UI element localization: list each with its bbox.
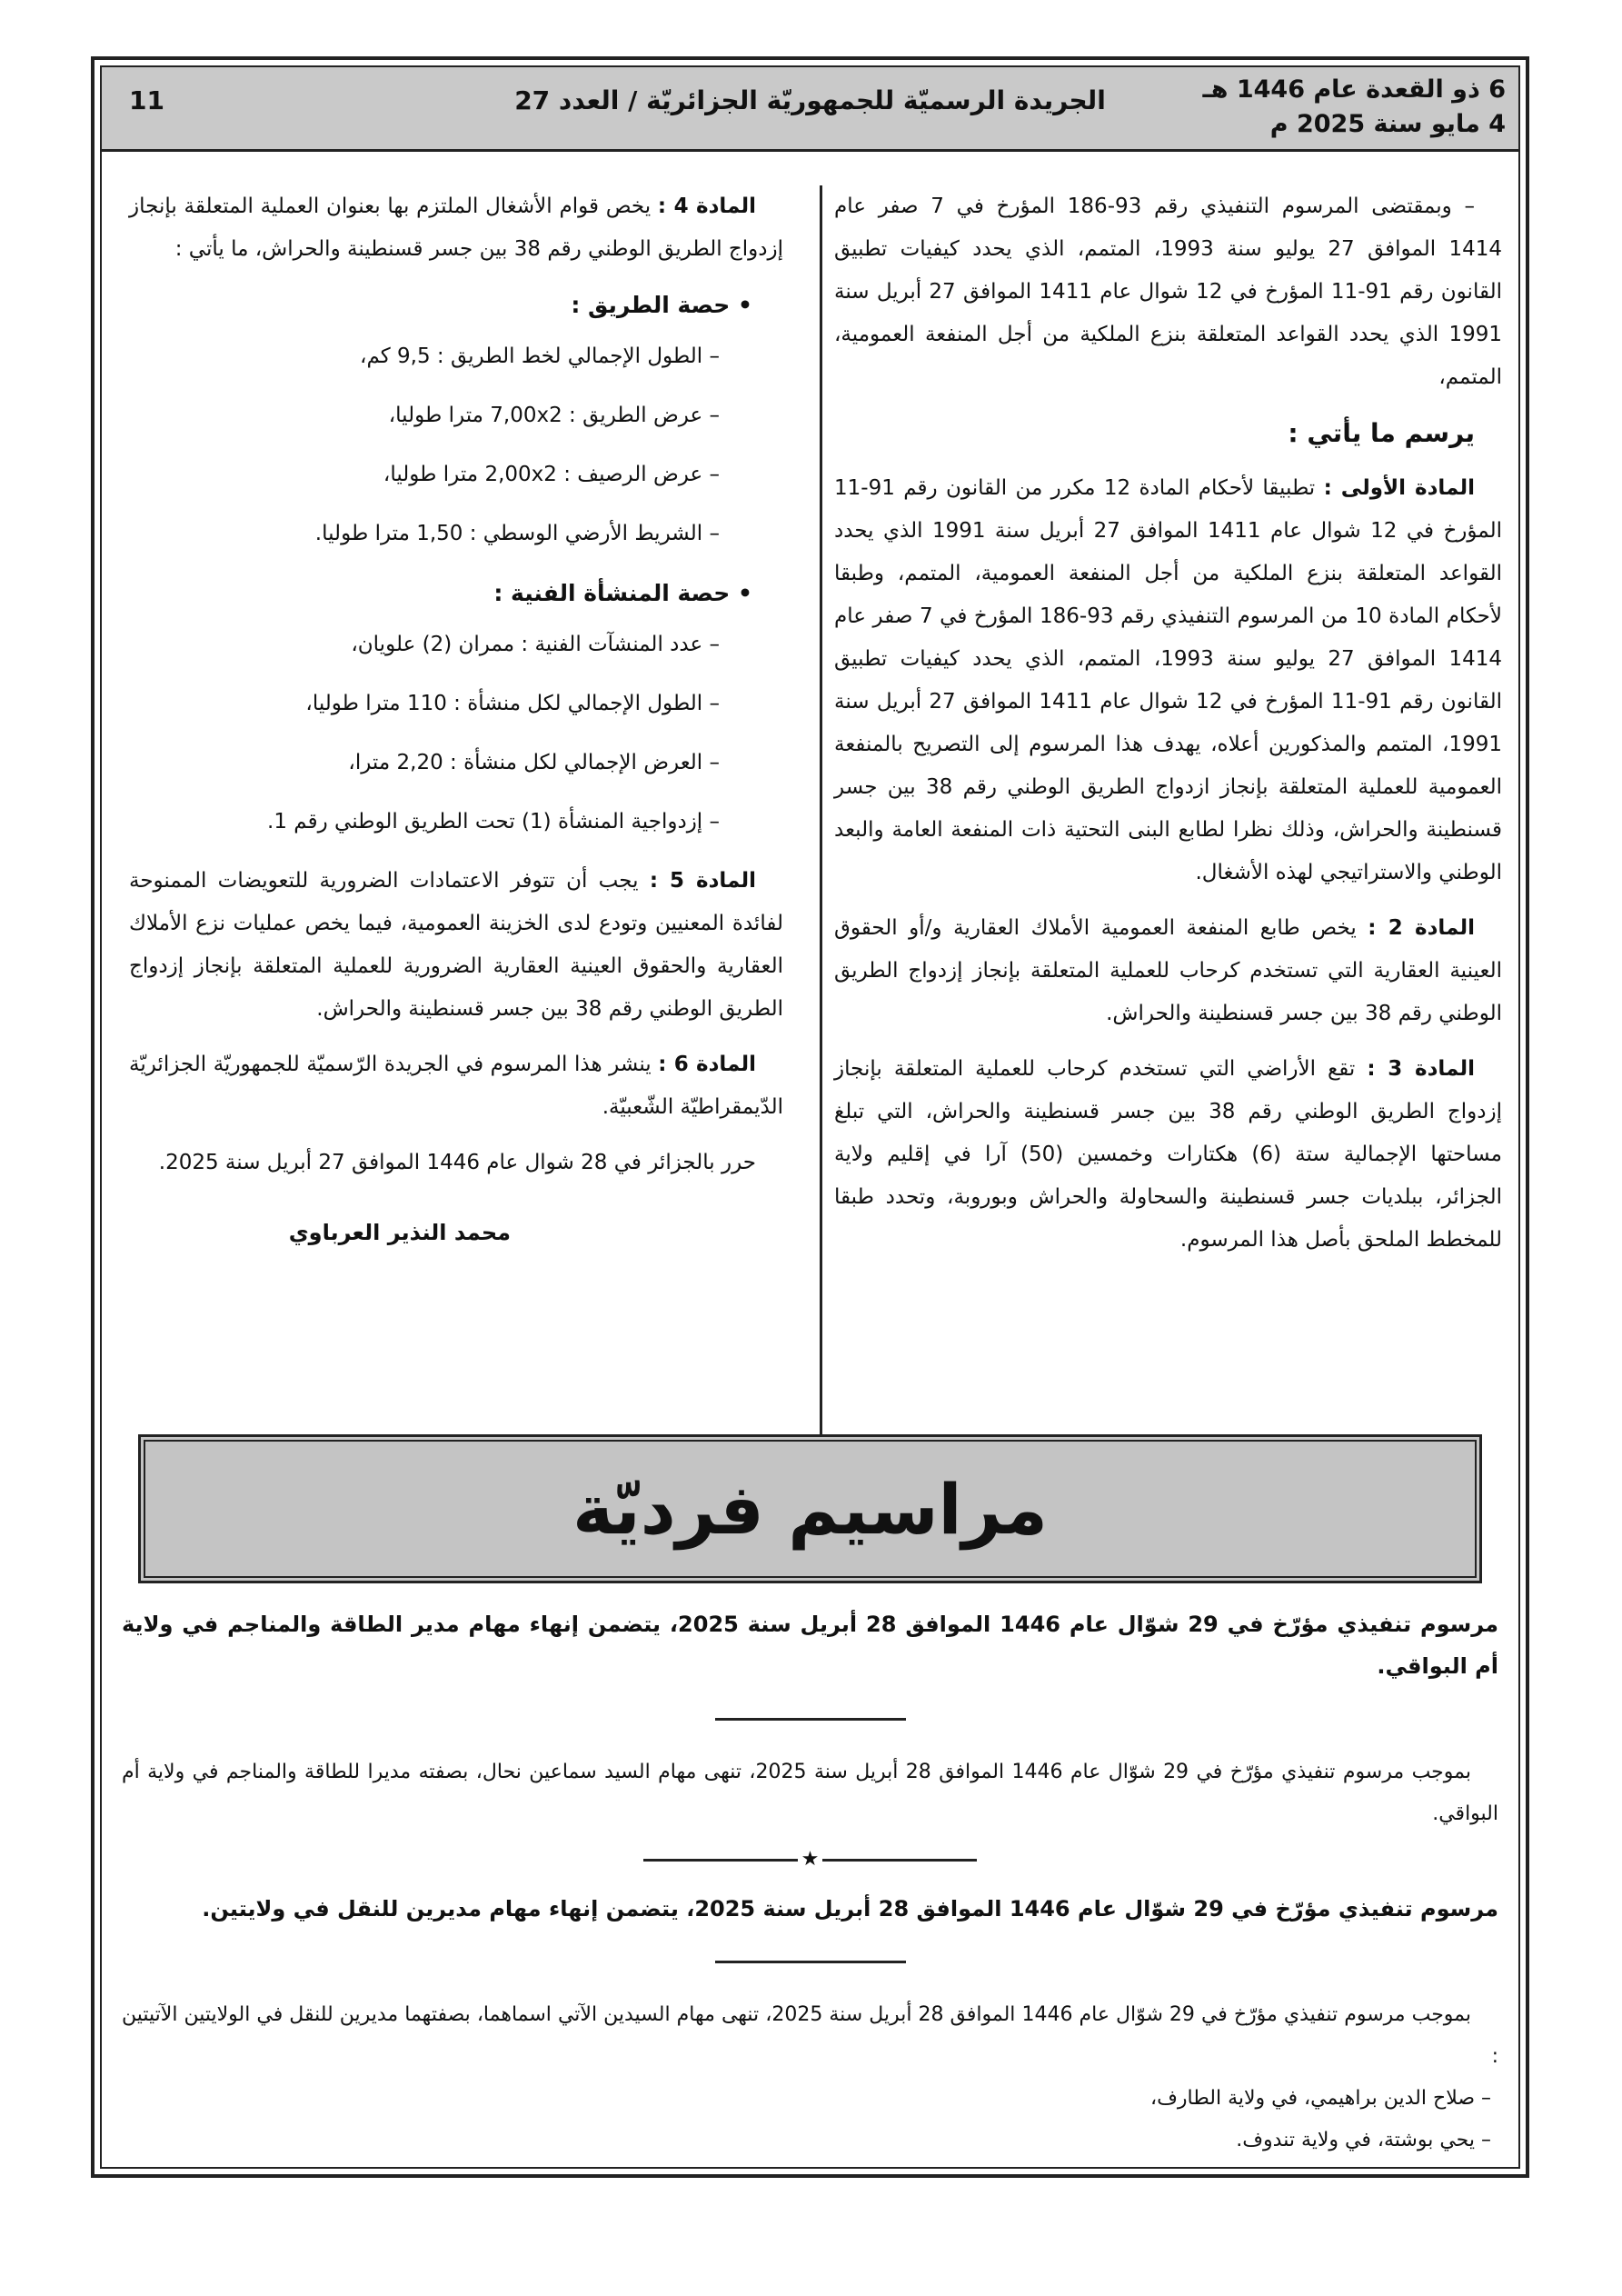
article-3 [834, 1048, 1502, 1262]
gazette-title: الجريدة الرسميّة للجمهوريّة الجزائريّة / العدد 27 [514, 85, 1106, 115]
list-item: – الطول الإجمالي لخط الطريق : 9,5 كم، [360, 344, 720, 368]
article-2 [834, 907, 1502, 1035]
decree-body: بموجب مرسوم تنفيذي مؤرّخ في 29 شوّال عام 1446 الموافق 28 أبريل سنة 2025، تنهى مهام السيدين الآتي اسماهما، بصفتهما مديرين للنقل في الولايتين الآتيتين : [122, 2003, 1498, 2068]
article-label: المادة 5 : [649, 869, 756, 893]
list-item: – الطول الإجمالي لكل منشأة : 110 مترا طوليا، [305, 692, 720, 715]
decree-title: مرسوم تنفيذي مؤرّخ في 29 شوّال عام 1446 الموافق 28 أبريل سنة 2025، يتضمن إنهاء مهام مدير الطاقة والمناجم في ولاية أم البواقي. [122, 1612, 1499, 1679]
article-5 [129, 860, 783, 1031]
signature: محمد النذير العرباوي [288, 1220, 511, 1245]
decrees-heading: يرسم ما يأتي : [1288, 418, 1475, 448]
individual-decrees [122, 1603, 1498, 2161]
right-column [834, 185, 1502, 1274]
list-item: – عرض الطريق : 7,00x2 مترا طوليا، [388, 404, 720, 427]
article-6 [129, 1043, 783, 1129]
article-text: يخص قوام الأشغال الملتزم بها بعنوان العملية المتعلقة بإنجاز إزدواج الطريق الوطني رقم 38 بين جسر قسنطينة والحراش، ما يأتي : [129, 195, 783, 261]
road-section-heading: • حصة الطريق : [571, 292, 752, 318]
star-icon: ★ [801, 1848, 820, 1871]
list-item: – صلاح الدين براهيمي، في ولاية الطارف، [1149, 2087, 1491, 2110]
section-title: مراسيم فرديّة [572, 1468, 1048, 1550]
column-divider [820, 185, 822, 1467]
article-text: يخص طابع المنفعة العمومية الأملاك العقارية و/أو الحقوق العينية العقارية التي تستخدم كرحاب للعملية المتعلقة بإنجاز إزدواج الطريق الوطني رقم 38 بين جسر قسنطينة والحراش. [834, 916, 1502, 1025]
list-item: – العرض الإجمالي لكل منشأة : 2,20 مترا، [348, 751, 720, 774]
article-text: تقع الأراضي التي تستخدم كرحاب للعملية المتعلقة بإنجاز إزدواج الطريق الوطني رقم 38 بين جسر قسنطينة والحراش، التي تبلغ مساحتها الإجمالية ستة (6) هكتارات وخمسين (50) آرا في إقليم ولاية الجزائر، ببلديات جسر قسنطينة والسحاولة والحراش وبوروبة، وتحدد طبقا للمخطط الملحق بأصل هذا المرسوم. [834, 1057, 1502, 1252]
left-column [129, 185, 783, 1254]
structure-section-heading: • حصة المنشأة الفنية : [493, 580, 752, 606]
article-label: المادة 6 : [658, 1053, 756, 1076]
page-frame [91, 56, 1529, 2178]
article-label: المادة الأولى : [1323, 476, 1475, 500]
decree-title: مرسوم تنفيذي مؤرّخ في 29 شوّال عام 1446 الموافق 28 أبريل سنة 2025، يتضمن إنهاء مهام مديرين للنقل في ولايتين. [202, 1896, 1498, 1922]
decree-body: بموجب مرسوم تنفيذي مؤرّخ في 29 شوّال عام 1446 الموافق 28 أبريل سنة 2025، تنهى مهام السيد سماعين نحال، بصفته مديرا للطاقة والمناجم في ولاية أم البواقي. [122, 1761, 1498, 1825]
page-inner-border [100, 65, 1520, 2169]
article-text: تطبيقا لأحكام المادة 12 مكرر من القانون رقم 91-11 المؤرخ في 12 شوال عام 1411 الموافق 27 أبريل سنة 1991 الذي يحدد القواعد المتعلقة بنزع الملكية من أجل المنفعة العمومية، المتمم، وطبقا لأحكام المادة 10 من المرسوم التنفيذي رقم 93-186 المؤرخ في 7 صفر عام 1414 الموافق 27 يوليو سنة 1993، المتمم، الذي يحدد كيفيات تطبيق القانون رقم 91-11 المؤرخ في 12 شوال عام 1411 الموافق 27 أبريل سنة 1991، المتمم والمذكورين أعلاه، يهدف هذا المرسوم إلى التصريح بالمنفعة العمومية للعملية المتعلقة بإنجاز ازدواج الطريق الوطني رقم 38 بين جسر قسنطينة والحراش، وذلك نظرا لطابع البنى التحتية ذات المنفعة العامة والبعد الوطني والاستراتيجي لهذه الأشغال. [834, 476, 1503, 884]
article-label: المادة 2 : [1368, 916, 1475, 940]
hijri-date: 6 ذو القعدة عام 1446 هـ [1202, 75, 1506, 104]
article-text: يجب أن تتوفر الاعتمادات الضرورية للتعويضات الممنوحة لفائدة المعنيين وتودع لدى الخزينة العمومية، فيما يخص عمليات نزع الأملاك العقارية والحقوق العينية العقارية الضرورية للعملية المتعلقة بإنجاز إزدواج الطريق الوطني رقم 38 بين جسر قسنطينة والحراش. [129, 869, 783, 1021]
list-item: – إزدواجية المنشأة (1) تحت الطريق الوطني رقم 1. [267, 810, 720, 834]
list-item: – الشريط الأرضي الوسطي : 1,50 مترا طوليا. [314, 522, 720, 545]
page-number: 11 [129, 85, 164, 115]
list-item: – عدد المنشآت الفنية : ممران (2) علويان، [351, 633, 720, 656]
article-label: المادة 3 : [1367, 1057, 1475, 1081]
done-at: حرر بالجزائر في 28 شوال عام 1446 الموافق 27 أبريل سنة 2025. [158, 1151, 756, 1174]
article-label: المادة 4 : [657, 195, 756, 218]
article-4 [129, 185, 783, 271]
section-title-box [138, 1434, 1482, 1583]
list-item: – عرض الرصيف : 2,00x2 مترا طوليا، [383, 463, 720, 486]
article-1 [834, 467, 1502, 894]
short-rule [715, 1718, 906, 1721]
list-item: – يحي بوشتة، في ولاية تندوف. [1236, 2129, 1491, 2151]
article-text: ينشر هذا المرسوم في الجريدة الرّسميّة للجمهوريّة الجزائريّة الدّيمقراطيّة الشّعبيّة. [129, 1053, 783, 1119]
star-separator [122, 1850, 1498, 1870]
gregorian-date: 4 مايو سنة 2025 م [1269, 110, 1506, 138]
gazette-header [102, 67, 1518, 152]
preamble-paragraph: – وبمقتضى المرسوم التنفيذي رقم 93-186 المؤرخ في 7 صفر عام 1414 الموافق 27 يوليو سنة 1993، المتمم، الذي يحدد كيفيات تطبيق القانون رقم 91-11 المؤرخ في 12 شوال عام 1411 الموافق 27 أبريل سنة 1991 الذي يحدد القواعد المتعلقة بنزع الملكية من أجل المنفعة العمومية، المتمم، [834, 195, 1503, 389]
short-rule [715, 1961, 906, 1963]
